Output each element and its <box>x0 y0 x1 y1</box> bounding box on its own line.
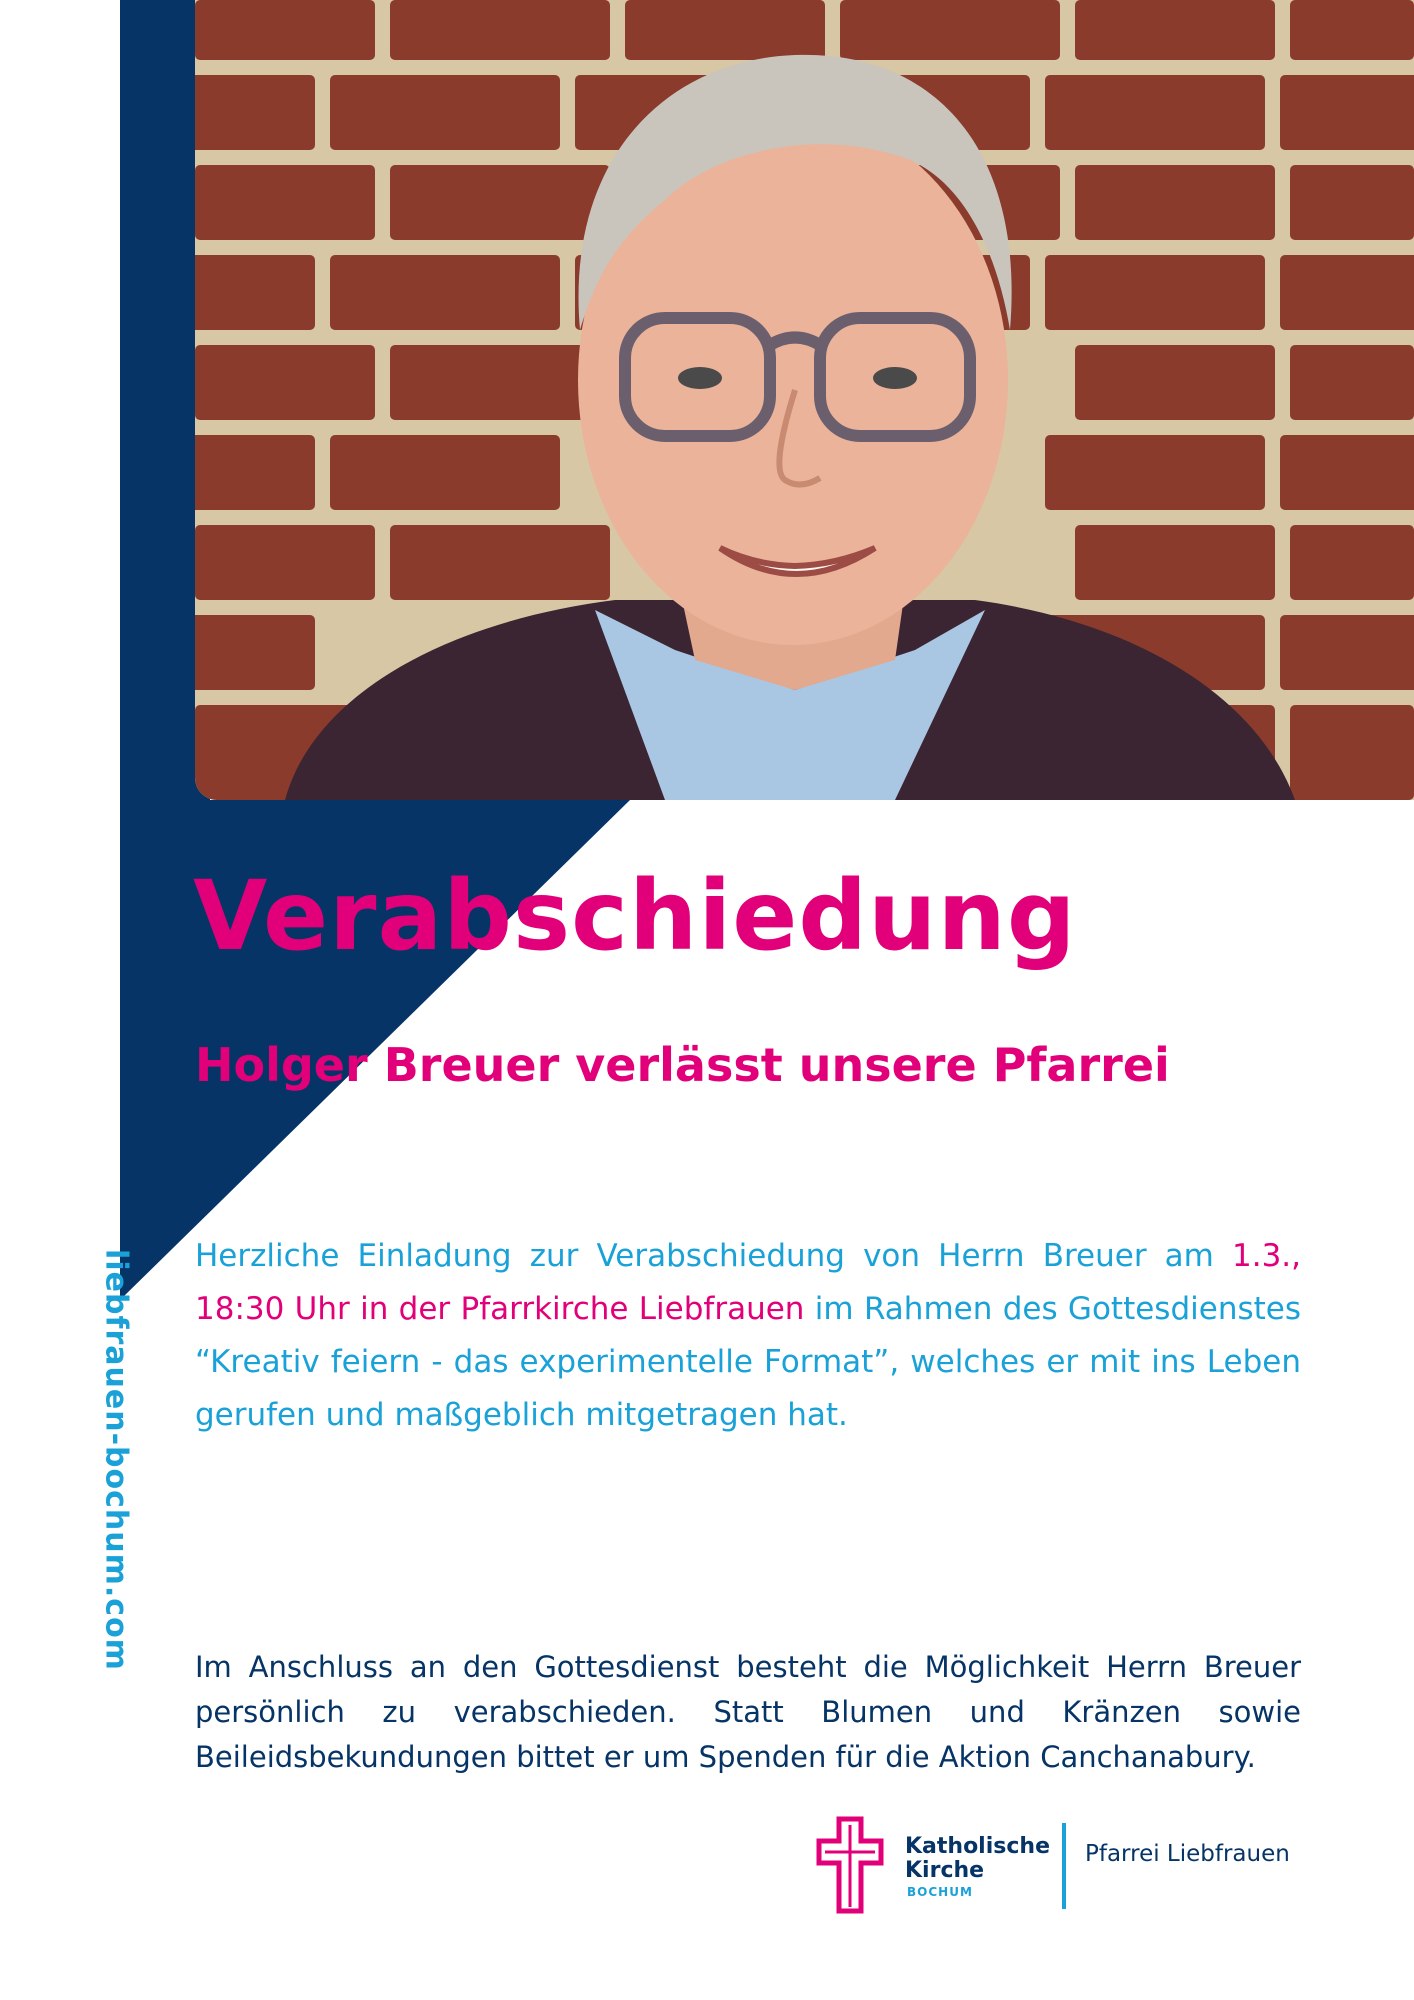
logo-text-line2: Kirche <box>905 1858 985 1883</box>
followup-paragraph: Im Anschluss an den Gottesdienst besteht die Möglichkeit Herrn Breuer persönlich zu verabschieden. Statt Blumen und Kränzen sowie Beileidsbekundungen bittet er um Spenden für die Aktion Canchanabury. <box>195 1650 1301 1774</box>
parish-name: Pfarrei Liebfrauen <box>1085 1841 1290 1867</box>
logo-divider <box>1062 1823 1066 1909</box>
church-logo <box>815 1815 1295 1915</box>
invitation-text-start: Herzliche Einladung zur Verabschiedung von Herrn Breuer am <box>195 1238 1214 1274</box>
logo-text-line1: Katholische <box>905 1834 1050 1859</box>
invitation-text-end: im Rahmen des Gottesdienstes “Kreativ feiern - das experimentelle Format”, welches er mit ins Leben gerufen und maßgeblich mitgetragen hat. <box>195 1291 1301 1433</box>
cross-icon <box>815 1815 885 1915</box>
logo-text-city: BOCHUM <box>907 1885 973 1899</box>
portrait-photo <box>195 0 1414 800</box>
poster-title: Verabschiedung <box>193 860 1077 972</box>
invitation-paragraph <box>195 1230 1301 1442</box>
poster-subtitle: Holger Breuer verlässt unsere Pfarrei <box>195 1038 1170 1092</box>
website-url[interactable]: liebfrauen-bochum.com <box>98 1249 134 1671</box>
event-datetime-location: 1.3., 18:30 Uhr in der Pfarrkirche Liebfrauen <box>195 1238 1302 1327</box>
